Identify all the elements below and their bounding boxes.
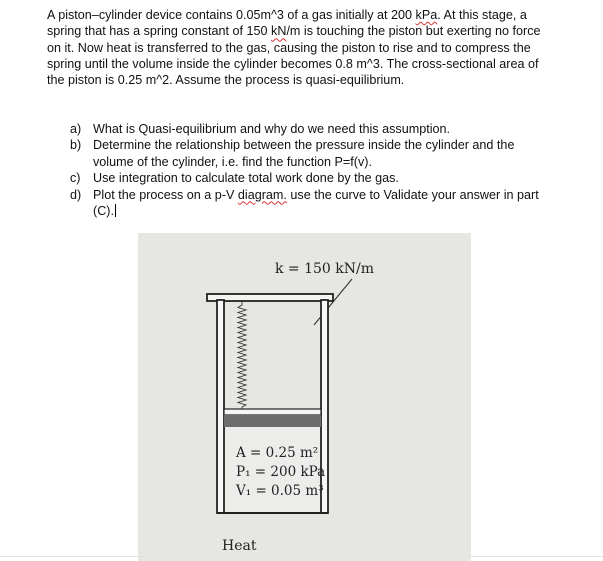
figure-drawing <box>138 233 471 561</box>
bottom-divider <box>0 556 603 557</box>
question-text: Use integration to calculate total work done by the gas. <box>93 171 399 186</box>
question-d <box>70 187 550 220</box>
question-b <box>70 137 550 170</box>
question-text: use the curve to Validate your answer in part (C). <box>93 187 539 219</box>
problem-text-2: . At this stage, a spring that has a spring constant of 150 <box>47 8 527 39</box>
problem-text-3: /m is touching the piston but exerting no force on it. Now heat is transferred to the gas, causing the piston to rise and to compress the spring until the volume inside the cylinder becomes 0.8 m^3. The cross-sectional area of the piston is 0.25 m^2. Assume the process is quasi-equilibrium. <box>47 24 541 88</box>
question-c <box>70 170 550 186</box>
diagram-word: diagram. <box>237 187 287 202</box>
heat-label: Heat <box>222 538 257 554</box>
question-list <box>70 121 550 219</box>
top-stop-plate <box>207 294 333 301</box>
pressure-label: P₁ = 200 kPa <box>236 464 326 480</box>
right-cylinder-wall <box>321 300 328 513</box>
problem-paragraph <box>47 7 557 88</box>
volume-label: V₁ = 0.05 m³ <box>236 483 324 499</box>
piston-cylinder-figure <box>138 233 471 561</box>
question-text: Determine the relationship between the pressure inside the cylinder and the volume of the cylinder, i.e. find the function P=f(v). <box>93 138 515 169</box>
question-a <box>70 121 550 137</box>
question-text: Plot the process on a p-V <box>93 187 238 202</box>
piston-top <box>224 409 321 415</box>
spring-constant-label: k = 150 kN/m <box>275 261 375 277</box>
text-cursor <box>115 204 116 217</box>
piston <box>224 415 321 427</box>
area-label: A = 0.25 m² <box>236 445 319 461</box>
kpa-unit: kPa <box>415 8 438 22</box>
problem-statement <box>47 7 557 88</box>
problem-text-1: A piston–cylinder device contains 0.05m^3 of a gas initially at 200 <box>47 8 416 22</box>
question-letter: a) <box>70 122 82 136</box>
question-letter: b) <box>70 138 82 153</box>
question-letter: c) <box>70 171 81 186</box>
left-cylinder-wall <box>217 300 224 513</box>
kn-unit: kN <box>271 24 287 39</box>
question-letter: d) <box>70 187 82 202</box>
question-text: What is Quasi-equilibrium and why do we need this assumption. <box>93 122 450 136</box>
